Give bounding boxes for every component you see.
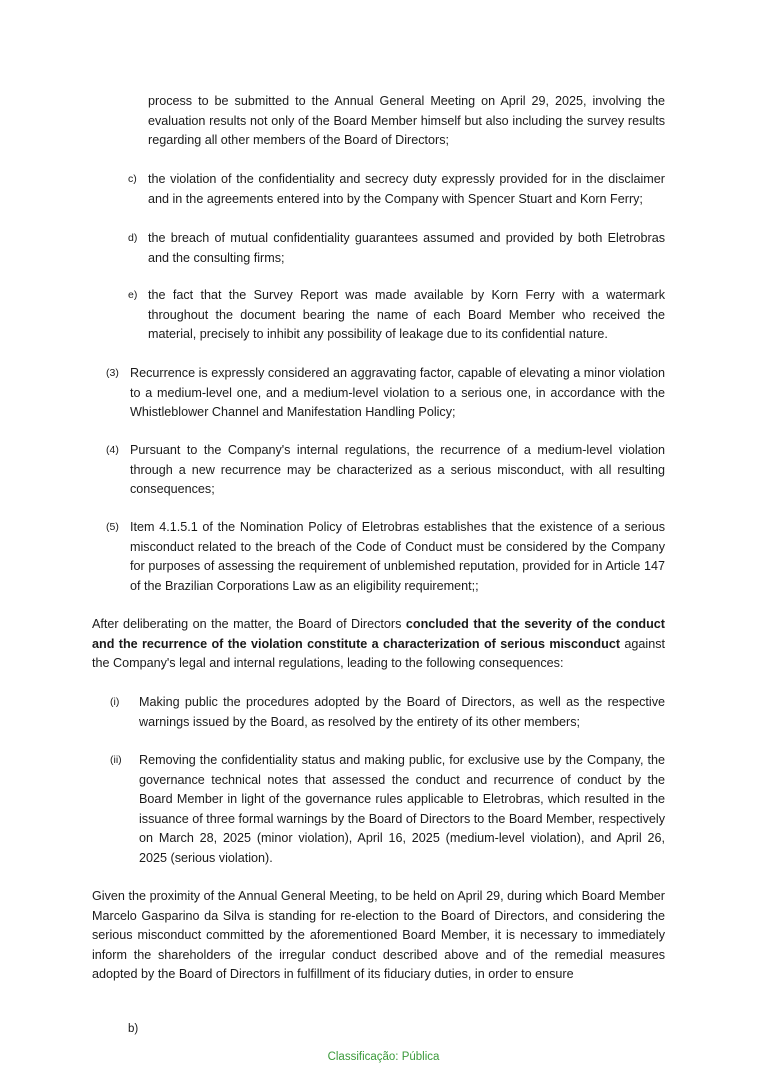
list-marker: d) <box>128 232 138 244</box>
conclusion-text-bold: concluded that the severity of the conduct and the recurrence of the violation constitute a characterization of serious misconduct <box>92 617 665 651</box>
list-marker: (4) <box>106 444 119 456</box>
list-item-text: the breach of mutual confidentiality guarantees assumed and provided by both Eletrobras and the consulting firms; <box>148 231 665 265</box>
list-item-text: Making public the procedures adopted by the Board of Directors, as well as the respective warnings issued by the Board, as resolved by the entirety of its other members; <box>139 695 665 729</box>
conclusion-paragraph <box>92 615 665 674</box>
list-marker: (3) <box>106 367 119 379</box>
conclusion-text-after: against the Company's legal and internal regulations, leading to the following consequences: <box>92 636 666 670</box>
list-item-text: the violation of the confidentiality and secrecy duty expressly provided for in the disclaimer and in the agreements entered into by the Company with Spencer Stuart and Korn Ferry; <box>148 172 665 206</box>
list-item-text: the fact that the Survey Report was made available by Korn Ferry with a watermark throughout the document bearing the name of each Board Member who received the material, precisely to inhibit any possibility of leakage due to its confidential nature. <box>148 288 665 341</box>
page-mark: b) <box>128 1023 139 1035</box>
list-item-text: Pursuant to the Company's internal regulations, the recurrence of a medium-level violation through a new recurrence may be characterized as a serious misconduct, with all resulting consequences; <box>130 443 665 496</box>
list-item-text: Removing the confidentiality status and making public, for exclusive use by the Company, the governance technical notes that assessed the conduct and recurrence of conduct by the Board Member in light of the governance rules applicable to Eletrobras, which resulted in the issuance of three formal warnings by the Board of Directors to the Board Member, respectively on March 28, 2025 (minor violation), April 16, 2025 (medium-level violation), and April 26, 2025 (serious violation). <box>139 753 665 865</box>
list-marker: (5) <box>106 521 119 533</box>
conclusion-text-before: After deliberating on the matter, the Board of Directors <box>92 617 406 631</box>
list-item-text: Item 4.1.5.1 of the Nomination Policy of Eletrobras establishes that the existence of a serious misconduct related to the breach of the Code of Conduct must be considered by the Company for purposes of assessing the requirement of unblemished reputation, provided for in Article 147 of the Brazilian Corporations Law as an eligibility requirement;; <box>130 520 665 593</box>
intro-continuation: process to be submitted to the Annual General Meeting on April 29, 2025, involving the evaluation results not only of the Board Member himself but also including the survey results regarding all other members of the Board of Directors; <box>148 94 665 147</box>
list-item-text: Recurrence is expressly considered an aggravating factor, capable of elevating a minor violation to a medium-level one, and a medium-level violation to a serious one, in accordance with the Whistleblower Channel and Manifestation Handling Policy; <box>130 366 665 419</box>
list-marker: e) <box>128 289 138 301</box>
final-paragraph: Given the proximity of the Annual General Meeting, to be held on April 29, during which Board Member Marcelo Gasparino da Silva is standing for re-election to the Board of Directors, and considering the serious misconduct committed by the aforementioned Board Member, it is necessary to immediately inform the shareholders of the irregular conduct described above and of the remedial measures adopted by the Board of Directors in fulfillment of its fiduciary duties, in order to ensure <box>92 889 665 981</box>
footer-classification: Classificação: Pública <box>327 1051 440 1063</box>
list-marker: (ii) <box>110 754 122 766</box>
list-marker: c) <box>128 173 137 185</box>
list-marker: (i) <box>110 696 120 708</box>
